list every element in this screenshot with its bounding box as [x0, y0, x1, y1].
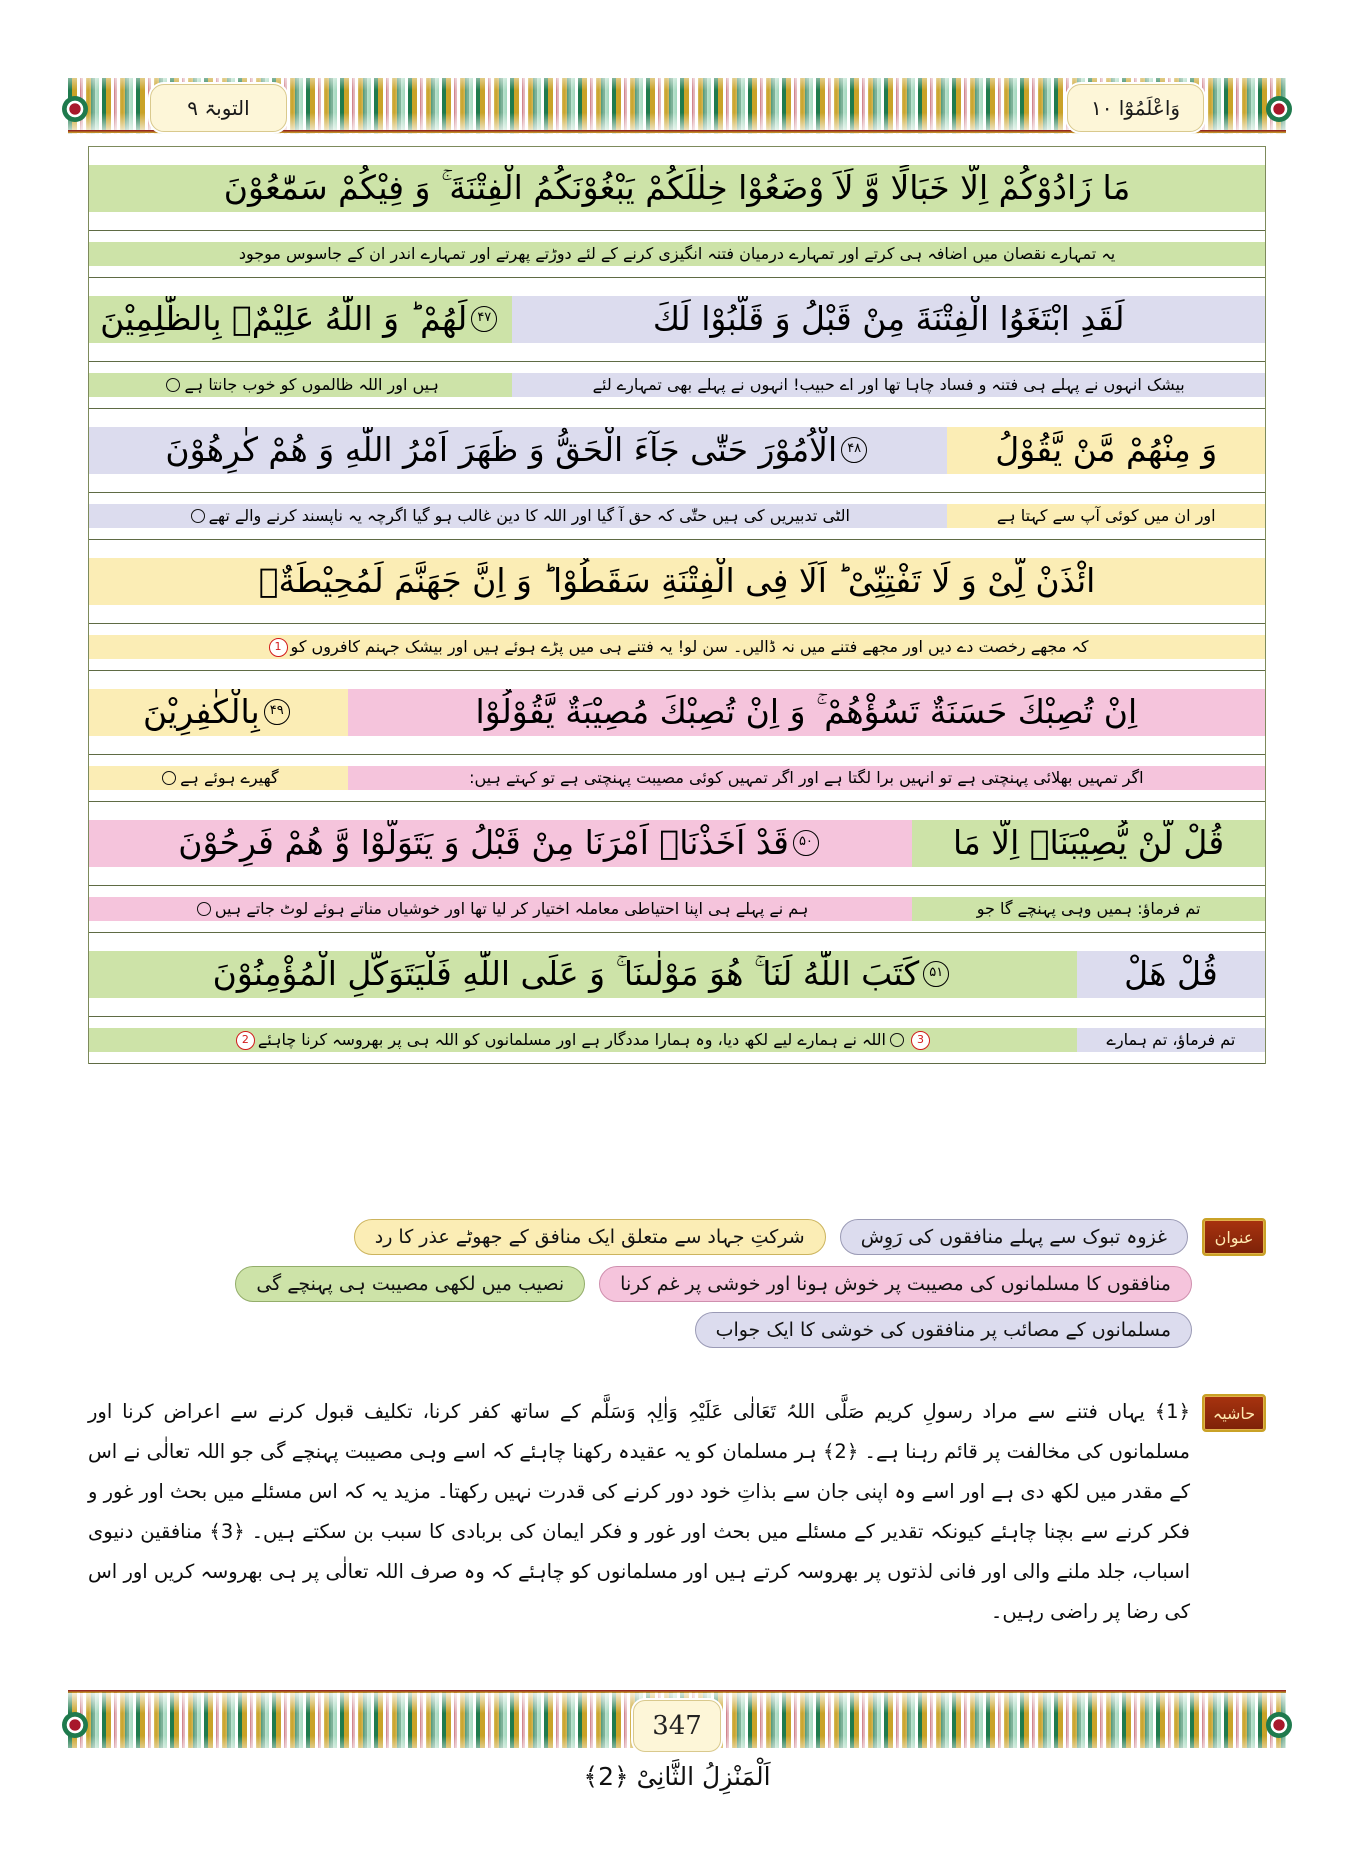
- arabic-segment-with-ayah-number: [89, 296, 512, 343]
- topic-pill[interactable]: منافقوں کا مسلمانوں کی مصیبت پر خوش ہونا اور خوشی پر غم کرنا: [599, 1266, 1192, 1302]
- arabic-segment: اِنْ تُصِبْكَ حَسَنَةٌ تَسُؤْهُمْ ۚ وَ اِنْ تُصِبْكَ مُصِيْبَةٌ يَّقُوْلُوْا: [348, 689, 1265, 736]
- header-endcap-right-icon: [1266, 96, 1292, 122]
- unwan-badge-label: عنوان: [1214, 1227, 1254, 1247]
- ayah-number-marker: ۴۸: [841, 437, 867, 463]
- hashiya-badge-label: حاشیہ: [1212, 1403, 1256, 1423]
- ayah-number-marker: ۴۷: [471, 306, 497, 332]
- arabic-segment-with-ayah-number: [89, 427, 947, 474]
- arabic-line-row: [89, 540, 1265, 624]
- urdu-segment: [89, 635, 1265, 659]
- arabic-text: قَدْ اَخَذْنَاۤ اَمْرَنَا مِنْ قَبْلُ وَ يَتَوَلَّوْا وَّ هُمْ فَرِحُوْنَ: [178, 823, 789, 863]
- footer-endcap-right-icon: [1266, 1712, 1292, 1738]
- ayah-stop-icon: [162, 771, 176, 785]
- arabic-segment: مَا زَادُوْكُمْ اِلَّا خَبَالًا وَّ لَاَ وْضَعُوْا خِلٰلَكُمْ يَبْغُوْنَكُمُ الْفِتْنَةَ ۚ وَ فِيْكُمْ سَمّٰعُوْنَ: [89, 165, 1265, 212]
- urdu-text: گھیرے ہوئے ہے: [180, 768, 279, 787]
- topics-section: [88, 1218, 1266, 1358]
- urdu-segment: [89, 504, 947, 528]
- urdu-line-row: [89, 624, 1265, 671]
- unwan-badge: [1202, 1218, 1266, 1256]
- arabic-line-row: [89, 409, 1265, 493]
- topic-pill[interactable]: مسلمانوں کے مصائب پر منافقوں کی خوشی کا ایک جواب: [695, 1312, 1192, 1348]
- ayah-stop-icon: [197, 902, 211, 916]
- footnote-marker-3[interactable]: 3: [911, 1031, 930, 1050]
- topic-pill[interactable]: غزوہ تبوک سے پہلے منافقوں کی رَوِش: [840, 1219, 1188, 1255]
- urdu-text: ہیں اور اللہ ظالموں کو خوب جانتا ہے: [184, 375, 439, 394]
- topic-row: [88, 1218, 1266, 1256]
- page-number-cartouche: [633, 1700, 721, 1752]
- footnote-marker-2[interactable]: 2: [236, 1031, 255, 1050]
- urdu-text: اللہ نے ہمارے لیے لکھ دیا، وہ ہمارا مددگار ہے اور مسلمانوں کو اللہ ہی پر بھروسہ کرنا چاہئے: [257, 1030, 886, 1049]
- surah-name-cartouche: [150, 84, 287, 132]
- urdu-segment: تم فرماؤ، تم ہمارے: [1077, 1028, 1265, 1052]
- urdu-line-row: [89, 362, 1265, 409]
- urdu-line-row: [89, 755, 1265, 802]
- urdu-segment: [89, 1028, 1077, 1052]
- urdu-segment: [89, 766, 348, 790]
- manzil-label: اَلْمَنْزِلُ الثَّانِیْ ﴿2﴾: [583, 1762, 771, 1791]
- urdu-line-row: [89, 493, 1265, 540]
- juz-name-cartouche: [1067, 84, 1204, 132]
- urdu-segment: [89, 897, 912, 921]
- ayah-stop-icon: [166, 378, 180, 392]
- urdu-segment: بیشک انہوں نے پہلے ہی فتنہ و فساد چاہا تھا اور اے حبیب! انہوں نے پہلے بھی تمہارے لئے: [512, 373, 1265, 397]
- urdu-text: ہم نے پہلے ہی اپنا احتیاطی معاملہ اختیار کر لیا تھا اور خوشیاں مناتے ہوئے لوٹ جاتے ہیں: [214, 899, 809, 918]
- urdu-segment: تم فرماؤ: ہمیں وہی پہنچے گا جو: [912, 897, 1265, 921]
- ayah-number-marker: ۵۰: [793, 830, 819, 856]
- arabic-text: الْاُمُوْرَ حَتّٰى جَآءَ الْحَقُّ وَ ظَهَرَ اَمْرُ اللّٰهِ وَ هُمْ كٰرِهُوْنَ: [165, 430, 838, 470]
- ayah-stop-icon: [890, 1033, 904, 1047]
- arabic-line-row: [89, 802, 1265, 886]
- urdu-segment: یہ تمہارے نقصان میں اضافہ ہی کرتے اور تمہارے درمیان فتنہ انگیزی کرنے کے لئے دوڑتے پھرتے اور تمہارے اندر ان کے جاسوس موجود: [89, 242, 1265, 266]
- footnote-header: [88, 1392, 1266, 1632]
- juz-name-label: وَاعْلَمُوْٓا ۱۰: [1090, 96, 1181, 120]
- urdu-text: الٹی تدبیریں کی ہیں حتّٰی کہ حق آ گیا اور اللہ کا دین غالب ہو گیا اگرچہ یہ ناپسند کرنے والے تھے: [208, 506, 850, 525]
- topic-row: [88, 1266, 1266, 1302]
- arabic-text: بِالْكٰفِرِيْنَ: [143, 692, 260, 732]
- arabic-segment-with-ayah-number: [89, 820, 912, 867]
- arabic-line-row: [89, 933, 1265, 1017]
- arabic-text: لَهُمْ ؕ وَ اللّٰهُ عَلِيْمٌۢ بِالظّٰلِمِيْنَ: [100, 299, 468, 339]
- page-number-label: 347: [652, 1711, 702, 1741]
- arabic-segment-with-ayah-number: [89, 951, 1077, 998]
- topic-pill[interactable]: شرکتِ جہاد سے متعلق ایک منافق کے جھوٹے عذر کا رد: [354, 1219, 826, 1255]
- topic-pill[interactable]: نصیب میں لکھی مصیبت ہی پہنچے گی: [235, 1266, 585, 1302]
- footnote-marker-1[interactable]: 1: [269, 638, 288, 657]
- arabic-segment-with-ayah-number: [89, 689, 348, 736]
- footnote-text: ﴿1﴾ یہاں فتنے سے مراد رسولِ کریم صَلَّی اللہُ تَعَالٰی عَلَیْہِ وَاٰلِہٖ وَسَلَّم کے ساتھ کفر کرنا، تکلیف قبول کرنے سے اعراض کرنا اور مسلمانوں کی مخالفت پر قائم رہنا ہے۔ ﴿2﴾ ہر مسلمان کو یہ عقیدہ رکھنا چاہئے کہ اسے وہی مصیبت پہنچے گی جو اللہ تعالٰی نے اس کے مقدر میں لکھ دی ہے اور اسے وہ اپنی جان سے بذاتِ خود دور کرنے کی قدرت نہیں رکھتا۔ مزید یہ کہ اس مسئلے میں بحث اور غور و فکر کرنے سے بچنا چاہئے کیونکہ تقدیر کے مسئلے میں بحث اور غور و فکر ایمان کی بربادی کا سبب بن سکتے ہیں۔ ﴿3﴾ منافقین دنیوی اسباب، جلد ملنے والی اور فانی لذتوں پر بھروسہ کرتے ہیں اور مسلمانوں کو چاہئے کہ وہ صرف اللہ تعالٰی پر ہی بھروسہ کریں اور اس کی رضا پر راضی رہیں۔: [88, 1400, 1191, 1623]
- urdu-line-row: [89, 886, 1265, 933]
- urdu-line-row: [89, 231, 1265, 278]
- arabic-line-row: [89, 147, 1265, 231]
- ayah-number-marker: ۵۱: [923, 961, 949, 987]
- arabic-segment: وَ مِنْهُمْ مَّنْ يَّقُوْلُ: [947, 427, 1265, 474]
- ayah-number-marker: ۴۹: [264, 699, 290, 725]
- header-endcap-left-icon: [62, 96, 88, 122]
- quran-text-block: [88, 146, 1266, 1064]
- urdu-text: کہ مجھے رخصت دے دیں اور مجھے فتنے میں نہ ڈالیں۔ سن لو! یہ فتنے ہی میں پڑے ہوئے ہیں اور بیشک جہنم کافروں کو: [290, 637, 1089, 656]
- arabic-line-row: [89, 671, 1265, 755]
- topic-row: [88, 1312, 1266, 1348]
- arabic-segment: قُلْ هَلْ: [1077, 951, 1265, 998]
- footnote-section: [88, 1392, 1266, 1632]
- arabic-segment: ائْذَنْ لِّیْ وَ لَا تَفْتِنِّیْ ؕ اَلَا فِی الْفِتْنَةِ سَقَطُوْا ؕ وَ اِنَّ جَهَنَّمَ لَمُحِيْطَةٌۢ: [89, 558, 1265, 605]
- arabic-segment: لَقَدِ ابْتَغَوُا الْفِتْنَةَ مِنْ قَبْلُ وَ قَلَّبُوْا لَكَ: [512, 296, 1265, 343]
- footer-endcap-left-icon: [62, 1712, 88, 1738]
- urdu-segment: اگر تمہیں بھلائی پہنچتی ہے تو انہیں برا لگتا ہے اور اگر تمہیں کوئی مصیبت پہنچتی ہے تو کہتے ہیں:: [348, 766, 1265, 790]
- urdu-segment: [89, 373, 512, 397]
- urdu-line-row: [89, 1017, 1265, 1064]
- arabic-text: كَتَبَ اللّٰهُ لَنَا ۚ هُوَ مَوْلٰىنَا ۚ وَ عَلَى اللّٰهِ فَلْيَتَوَكَّلِ الْمُؤْمِنُوْنَ: [212, 954, 920, 994]
- arabic-line-row: [89, 278, 1265, 362]
- hashiya-badge: [1202, 1394, 1266, 1432]
- ayah-stop-icon: [191, 509, 205, 523]
- urdu-segment: اور ان میں کوئی آپ سے کہتا ہے: [947, 504, 1265, 528]
- arabic-segment: قُلْ لَّنْ يُّصِيْبَنَاۤ اِلَّا مَا: [912, 820, 1265, 867]
- surah-name-label: التوبۃ ۹: [187, 96, 250, 120]
